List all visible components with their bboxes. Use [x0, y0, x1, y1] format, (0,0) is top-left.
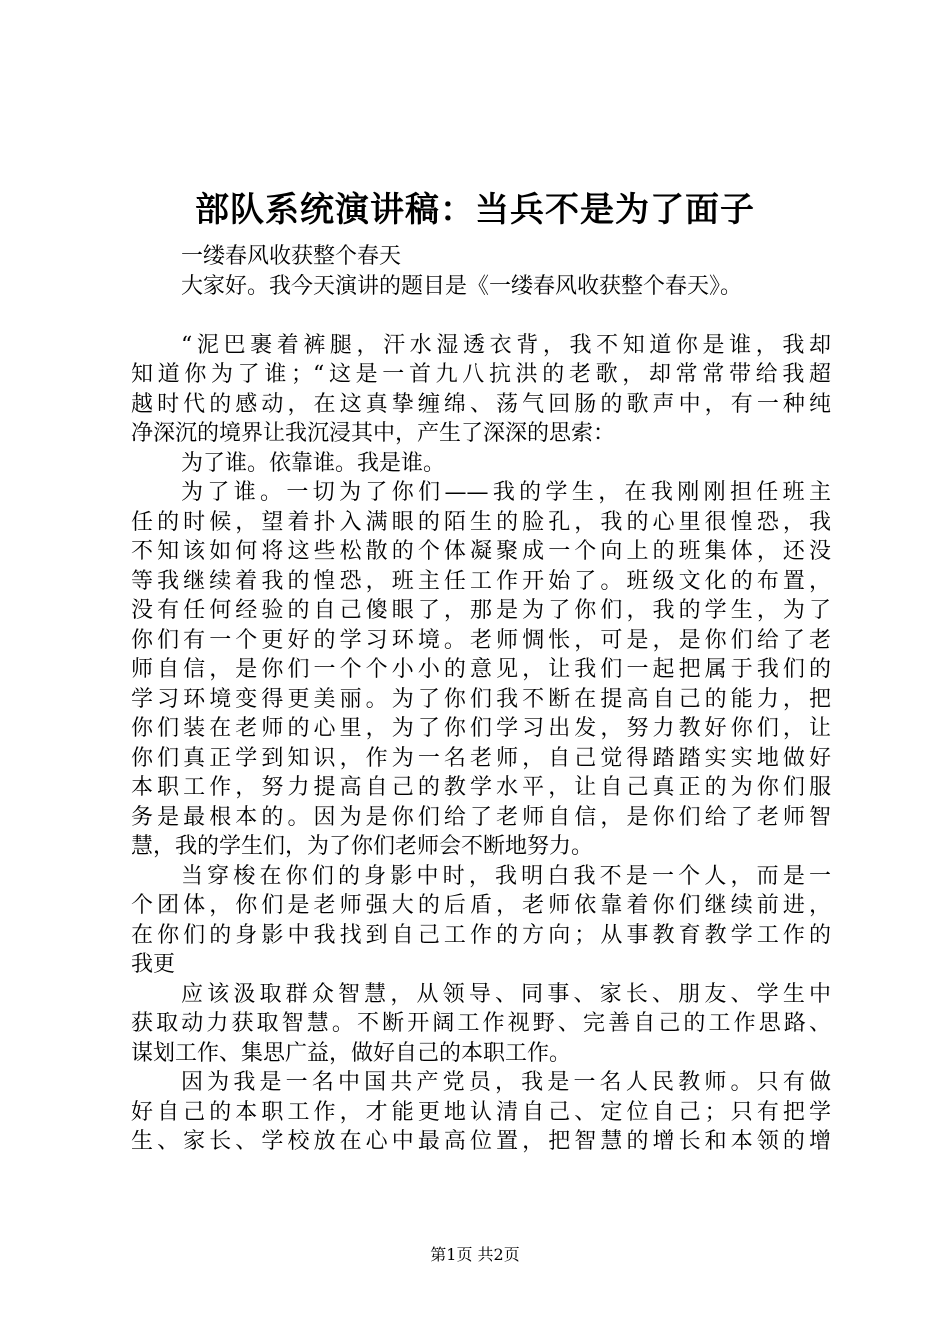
text-line: 我更 — [131, 952, 176, 977]
text-line: 没有任何经验的自己傻眼了，那是为了你们，我的学生，为了 — [131, 598, 831, 623]
text-line: 获取动力获取智慧。不断开阔工作视野、完善自己的工作思路、 — [131, 1011, 831, 1036]
text-line: 大家好。我今天演讲的题目是《一缕春风收获整个春天》。 — [181, 273, 743, 299]
text-line: 知道你为了谁；“这是一首九八抗洪的老歌，却常常带给我超 — [131, 362, 831, 387]
text-line: 好自己的本职工作，才能更地认清自己、定位自己；只有把学 — [131, 1099, 831, 1125]
text-line: 慧，我的学生们，为了你们老师会不断地努力。 — [131, 834, 594, 859]
text-line: 本职工作，努力提高自己的教学水平，让自己真正的为你们服 — [131, 775, 831, 800]
document-title: 部队系统演讲稿：当兵不是为了面子 — [195, 190, 755, 230]
text-line: 当穿梭在你们的身影中时，我明白我不是一个人，而是一 — [181, 863, 831, 889]
text-line: 你们真正学到知识，作为一名老师，自己觉得踏踏实实地做好 — [131, 745, 831, 771]
text-line: 任的时候，望着扑入满眼的陌生的脸孔，我的心里很惶恐，我 — [131, 509, 831, 535]
text-line: 生、家长、学校放在心中最高位置，把智慧的增长和本领的增 — [131, 1129, 831, 1154]
text-line: 你们有一个更好的学习环境。老师惆怅，可是，是你们给了老 — [131, 627, 831, 653]
text-line: 为了谁。一切为了你们——我的学生，在我刚刚担任班主 — [181, 480, 831, 505]
text-line: 在你们的身影中我找到自己工作的方向；从事教育教学工作的 — [131, 922, 831, 948]
text-line: 你们装在老师的心里，为了你们学习出发，努力教好你们，让 — [131, 716, 831, 741]
text-line: 谋划工作、集思广益，做好自己的本职工作。 — [131, 1040, 572, 1066]
blank-line — [131, 301, 831, 331]
text-line: 个团体，你们是老师强大的后盾，老师依靠着你们继续前进， — [131, 893, 831, 918]
text-line: 应该汲取群众智慧，从领导、同事、家长、朋友、学生中 — [181, 981, 831, 1007]
text-line: 越时代的感动，在这真挚缠绵、荡气回肠的歌声中，有一种纯 — [131, 391, 831, 417]
text-line: 师自信，是你们一个个小小的意见，让我们一起把属于我们的 — [131, 657, 831, 682]
text-line: “泥巴裹着裤腿，汗水湿透衣背，我不知道你是谁，我却 — [181, 332, 831, 358]
text-line: 为了谁。依靠谁。我是谁。 — [181, 450, 446, 476]
document-body — [131, 242, 831, 1157]
text-line: 学习环境变得更美丽。为了你们我不断在提高自己的能力，把 — [131, 686, 831, 712]
text-line: 等我继续着我的惶恐，班主任工作开始了。班级文化的布置， — [131, 568, 831, 594]
page-footer: 第1页 共2页 — [430, 1245, 520, 1264]
text-line: 一缕春风收获整个春天 — [181, 244, 402, 269]
text-line: 因为我是一名中国共产党员，我是一名人民教师。只有做 — [181, 1070, 831, 1095]
text-line: 净深沉的境界让我沉浸其中，产生了深深的思索： — [131, 421, 616, 446]
text-line: 务是最根本的。因为是你们给了老师自信，是你们给了老师智 — [131, 804, 831, 830]
text-line: 不知该如何将这些松散的个体凝聚成一个向上的班集体，还没 — [131, 539, 831, 564]
